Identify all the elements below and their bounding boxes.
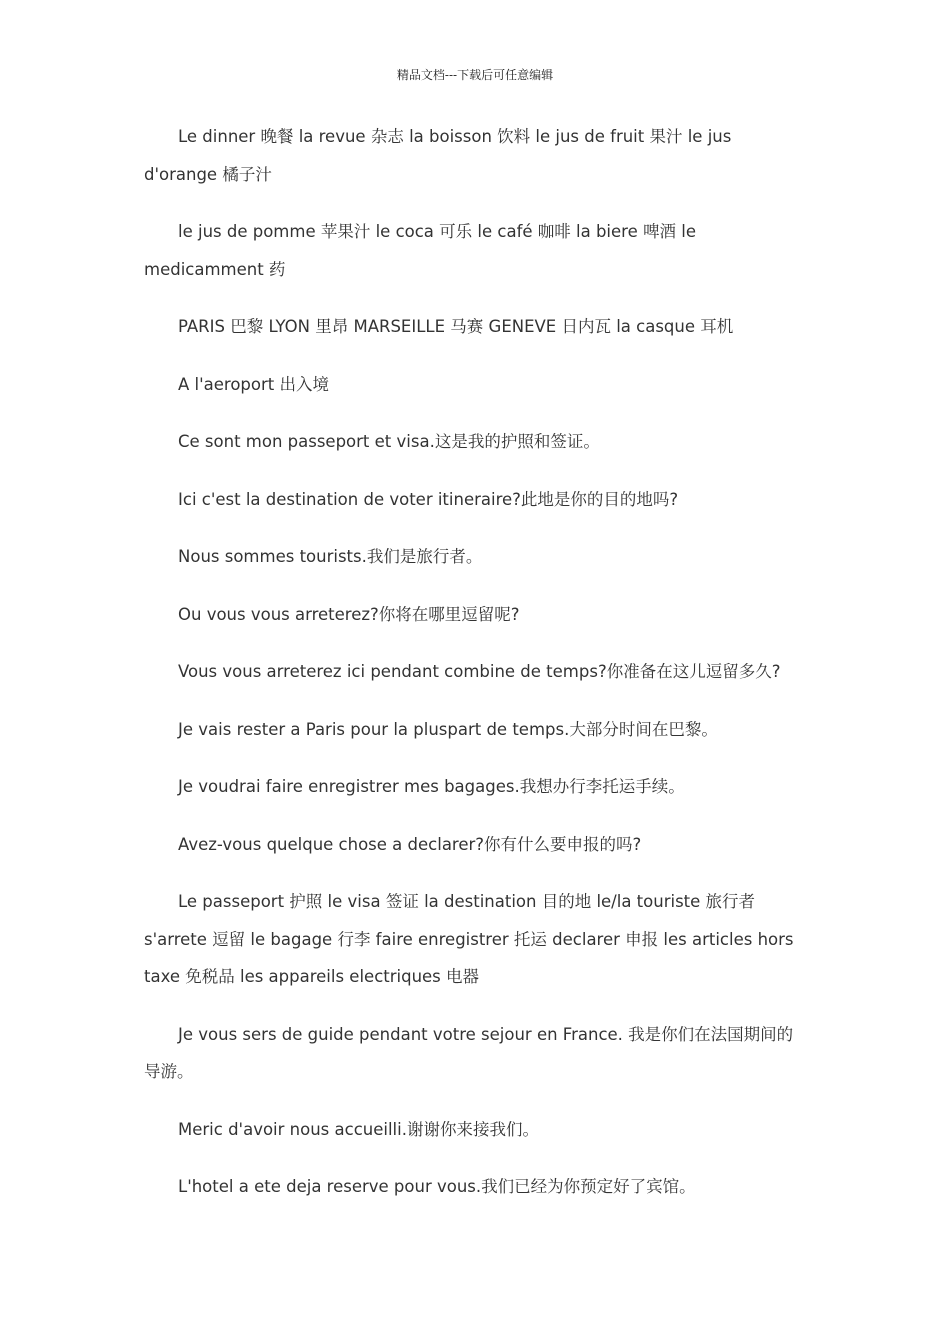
page-header: 精品文档---下载后可任意编辑 bbox=[396, 68, 554, 82]
paragraph-where-stay: Ou vous vous arreterez?你将在哪里逗留呢? bbox=[178, 604, 520, 624]
paragraph-destination: Ici c'est la destination de voter itineraire?此地是你的目的地吗? bbox=[178, 489, 679, 509]
paragraph-cities: PARIS 巴黎 LYON 里昂 MARSEILLE 马赛 GENEVE 日内瓦 la casque 耳机 bbox=[178, 317, 734, 336]
paragraph-guide: Je vous sers de guide pendant votre sejour en France. 我是你们在法国期间的导游。 bbox=[144, 1024, 794, 1081]
paragraph-welcome: Meric d'avoir nous accueilli.谢谢你来接我们。 bbox=[178, 1119, 539, 1139]
paragraph-airport-heading: A l'aeroport 出入境 bbox=[178, 374, 329, 394]
paragraph-hotel: L'hotel a ete deja reserve pour vous.我们已经为你预定好了宾馆。 bbox=[178, 1177, 696, 1196]
paragraph-declare: Avez-vous quelque chose a declarer?你有什么要申报的吗? bbox=[178, 834, 642, 854]
paragraph-vocabulary: Le passeport 护照 le visa 签证 la destination 目的地 le/la touriste 旅行者 s'arrete 逗留 le bagage 行李 faire enregistrer 托运 declarer 申报 les articles hors taxe 免税品 les appareils electriques 电器 bbox=[144, 892, 794, 986]
document-body bbox=[144, 118, 809, 1226]
paragraph-baggage: Je voudrai faire enregistrer mes bagages.我想办行李托运手续。 bbox=[178, 777, 685, 796]
paragraph-how-long: Vous vous arreterez ici pendant combine de temps?你准备在这儿逗留多久? bbox=[178, 662, 781, 681]
paragraph-passport: Ce sont mon passeport et visa.这是我的护照和签证。 bbox=[178, 432, 600, 451]
paragraph-tourists: Nous sommes tourists.我们是旅行者。 bbox=[178, 547, 483, 566]
paragraph-drinks: Le dinner 晚餐 la revue 杂志 la boisson 饮料 le jus de fruit 果汁 le jus d'orange 橘子汁 bbox=[144, 127, 732, 184]
paragraph-paris: Je vais rester a Paris pour la pluspart de temps.大部分时间在巴黎。 bbox=[178, 719, 718, 739]
paragraph-more-drinks: le jus de pomme 苹果汁 le coca 可乐 le café 咖啡 la biere 啤酒 le medicamment 药 bbox=[144, 222, 696, 279]
